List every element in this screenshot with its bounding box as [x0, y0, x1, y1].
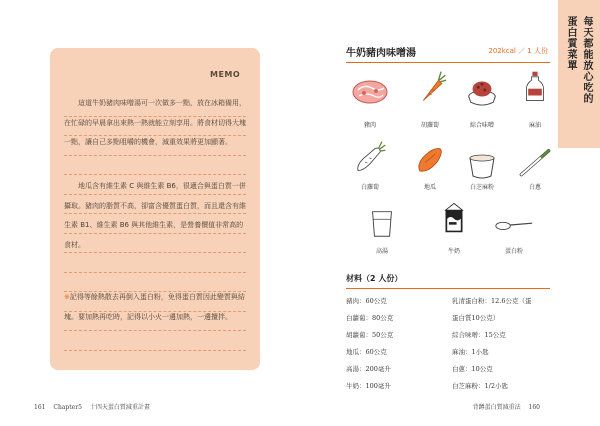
memo-rule [64, 272, 246, 273]
ingredient-label: 胡蘿蔔 [420, 122, 439, 129]
memo-title: MEMO [210, 70, 241, 79]
memo-paragraph-3-text: 記得等餘熱散去再倒入蛋白粉，免得蛋白質因此變質與結塊。要加熱再吃時，記得以小火一邊加熱，一邊攪拌。 [64, 293, 245, 321]
memo-rule [64, 311, 246, 312]
protein-powder-icon [494, 208, 534, 242]
pork-icon [350, 74, 390, 108]
memo-rule [64, 116, 246, 117]
daikon-icon [350, 140, 390, 174]
note-mark: ※ [64, 293, 70, 301]
memo-rule [64, 194, 246, 195]
recipe-title: 牛奶豬肉味噌湯 [346, 48, 416, 59]
memo-rule [64, 174, 246, 175]
ingredient-label: 高湯 [375, 248, 388, 255]
milk-icon [434, 200, 474, 234]
ingredient-label: 綜合味噌 [469, 122, 494, 129]
page-number-right: 160 [528, 404, 540, 411]
carrot-icon [410, 70, 450, 104]
ingredient-label: 牛奶 [447, 248, 460, 255]
side-tab-line1: 每天都能放心吃的 [581, 16, 592, 104]
ingredient-label: 白蔥 [528, 184, 541, 191]
title-rule [346, 62, 550, 63]
material-item: 白芝麻粉：1/2小匙 [452, 382, 508, 390]
memo-paragraph-1: 這道牛奶豬肉味噌湯可一次做多一點，放在冰箱備用，在忙碌的早晨拿出來熱一熱就能立刻享用。將食材切得大塊一點，讓自己多點咀嚼的機會，減重效果將更加顯著。 [64, 99, 246, 146]
material-item: 地瓜：60公克 [346, 348, 387, 356]
ingredient-label: 白蘿蔔 [360, 184, 379, 191]
leek-icon [515, 144, 555, 178]
ingredient-label: 麻油 [528, 122, 541, 129]
memo-rule [64, 330, 246, 331]
memo-rule [64, 155, 246, 156]
material-item: 白蔥：10公克 [452, 365, 493, 373]
recipe-kcal: 202kcal ／ 1 人份 [488, 47, 548, 55]
memo-rule [64, 252, 246, 253]
section-label-left: 十四天蛋白質減重計畫 [89, 404, 150, 411]
footer-right [467, 402, 540, 411]
section-label-right: 背蹲蛋白質減重法 [472, 404, 521, 411]
memo-rule [64, 233, 246, 234]
memo-rule [64, 291, 246, 292]
materials-title: 材料（2 人份） [346, 274, 403, 283]
memo-paragraph-2: 地瓜含有維生素 C 與維生素 B6，很適合與蛋白質一併攝取。豬肉的脂質不高，卻富含優質蛋白質，而且還含有維生素 B1、維生素 B6 與其他維生素，是營養價值非常高的食材。 [64, 182, 246, 249]
material-note: 蛋 [524, 297, 532, 305]
memo-rule [64, 135, 246, 136]
ingredient-label: 白芝麻粉 [469, 184, 494, 191]
ingredient-label: 豬肉 [363, 122, 376, 129]
ingredient-label: 蛋白粉 [504, 248, 523, 255]
material-item: 綜合味噌：15公克 [452, 331, 506, 339]
material-item: 牛奶：100毫升 [346, 382, 391, 390]
miso-icon [462, 72, 502, 106]
material-item: 麻油：1小匙 [452, 348, 489, 356]
memo-paragraph-3 [64, 288, 246, 327]
material-text: 乳清蛋白粉：12.6公克（ [452, 297, 525, 305]
sesame-powder-icon [462, 148, 502, 182]
material-item: 豬肉：60公克 [346, 297, 387, 305]
footer-left [34, 402, 156, 411]
broth-icon [362, 206, 402, 240]
chapter-label: Chapter5 [53, 404, 82, 411]
ingredient-label: 地瓜 [423, 184, 436, 191]
materials-rule [346, 288, 550, 289]
sesame-oil-icon [515, 70, 555, 104]
material-item: 蛋白質10公克） [452, 314, 500, 322]
material-item: 高湯：200毫升 [346, 365, 391, 373]
memo-rule [64, 213, 246, 214]
memo-rule [64, 350, 246, 351]
page-number-left: 161 [34, 404, 46, 411]
material-item: 胡蘿蔔：50公克 [346, 331, 394, 339]
side-tab-line2: 蛋白質菜單 [565, 16, 576, 71]
material-item: 白蘿蔔：80公克 [346, 314, 394, 322]
sweet-potato-icon [410, 142, 450, 176]
material-item [452, 296, 531, 305]
